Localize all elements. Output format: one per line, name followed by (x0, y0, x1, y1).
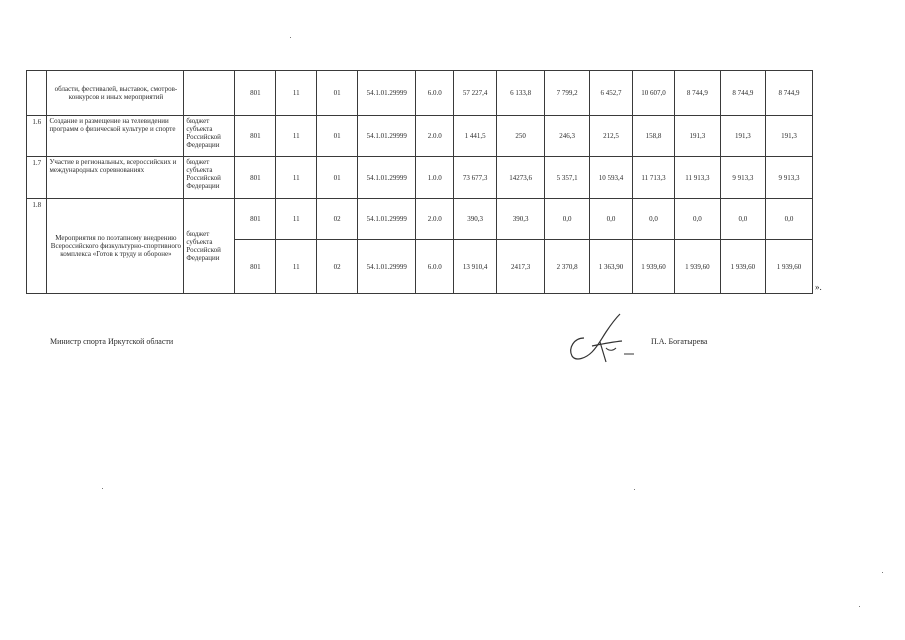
row-name: области, фестивалей, выставок, смотров-конкурсов и иных мероприятий (47, 71, 184, 116)
row-source (184, 71, 235, 116)
cell-rz: 11 (276, 116, 317, 157)
scan-speck (102, 488, 103, 489)
cell-year-2: 2 370,8 (545, 240, 590, 294)
row-name: Создание и размещение на телевидении программ о физической культуре и спорте (47, 116, 184, 157)
row-number: 1.6 (27, 116, 47, 157)
cell-grbs: 801 (235, 199, 276, 240)
cell-grbs: 801 (235, 116, 276, 157)
cell-csr: 54.1.01.29999 (358, 240, 416, 294)
cell-year-6: 8 744,9 (720, 71, 765, 116)
cell-year-6: 0,0 (720, 199, 765, 240)
cell-year-1: 2417,3 (497, 240, 545, 294)
cell-year-5: 8 744,9 (674, 71, 720, 116)
closing-quote: ». (815, 282, 822, 292)
cell-year-4: 0,0 (633, 199, 675, 240)
cell-vr: 6.0.0 (416, 71, 454, 116)
cell-year-5: 191,3 (674, 116, 720, 157)
budget-table (26, 70, 813, 294)
cell-rz: 11 (276, 157, 317, 199)
cell-year-6: 1 939,60 (720, 240, 765, 294)
table-row (27, 71, 813, 116)
row-source: бюджет субъекта Российской Федерации (184, 116, 235, 157)
cell-year-2: 5 357,1 (545, 157, 590, 199)
cell-csr: 54.1.01.29999 (358, 71, 416, 116)
row-number (27, 71, 47, 116)
cell-csr: 54.1.01.29999 (358, 157, 416, 199)
cell-grbs: 801 (235, 240, 276, 294)
row-number: 1.7 (27, 157, 47, 199)
row-source: бюджет субъекта Российской Федерации (184, 199, 235, 294)
table-row (27, 116, 813, 157)
cell-pr: 01 (317, 116, 358, 157)
cell-year-3: 0,0 (590, 199, 633, 240)
cell-year-6: 9 913,3 (720, 157, 765, 199)
cell-year-5: 1 939,60 (674, 240, 720, 294)
cell-pr: 02 (317, 199, 358, 240)
scan-speck (634, 489, 635, 490)
handwritten-signature (562, 308, 642, 368)
cell-total: 1 441,5 (454, 116, 497, 157)
cell-year-1: 6 133,8 (497, 71, 545, 116)
cell-year-2: 0,0 (545, 199, 590, 240)
scan-speck (882, 572, 883, 573)
cell-year-4: 158,8 (633, 116, 675, 157)
cell-vr: 2.0.0 (416, 116, 454, 157)
cell-rz: 11 (276, 71, 317, 116)
cell-grbs: 801 (235, 157, 276, 199)
cell-year-5: 0,0 (674, 199, 720, 240)
cell-year-7: 191,3 (765, 116, 812, 157)
signatory-name: П.А. Богатырева (651, 337, 708, 346)
cell-pr: 02 (317, 240, 358, 294)
table-row (27, 157, 813, 199)
row-number: 1.8 (27, 199, 47, 294)
cell-year-2: 246,3 (545, 116, 590, 157)
table-row (27, 199, 813, 240)
cell-year-3: 1 363,90 (590, 240, 633, 294)
signatory-position: Министр спорта Иркутской области (50, 337, 174, 346)
cell-rz: 11 (276, 240, 317, 294)
cell-total: 57 227,4 (454, 71, 497, 116)
row-name: Мероприятия по поэтапному внедрению Всероссийского физкультурно-спортивного комплекса «Готов к труду и обороне» (47, 199, 184, 294)
cell-year-5: 11 913,3 (674, 157, 720, 199)
cell-year-1: 390,3 (497, 199, 545, 240)
scan-speck (859, 606, 860, 607)
cell-year-7: 1 939,60 (765, 240, 812, 294)
cell-year-1: 14273,6 (497, 157, 545, 199)
scan-speck (290, 37, 291, 38)
cell-csr: 54.1.01.29999 (358, 116, 416, 157)
cell-year-2: 7 799,2 (545, 71, 590, 116)
cell-year-7: 8 744,9 (765, 71, 812, 116)
cell-year-7: 0,0 (765, 199, 812, 240)
cell-vr: 6.0.0 (416, 240, 454, 294)
cell-year-4: 11 713,3 (633, 157, 675, 199)
cell-year-3: 10 593,4 (590, 157, 633, 199)
cell-year-4: 1 939,60 (633, 240, 675, 294)
cell-csr: 54.1.01.29999 (358, 199, 416, 240)
cell-total: 13 910,4 (454, 240, 497, 294)
cell-year-4: 10 607,0 (633, 71, 675, 116)
cell-pr: 01 (317, 71, 358, 116)
cell-year-6: 191,3 (720, 116, 765, 157)
cell-pr: 01 (317, 157, 358, 199)
cell-year-3: 212,5 (590, 116, 633, 157)
row-source: бюджет субъекта Российской Федерации (184, 157, 235, 199)
cell-grbs: 801 (235, 71, 276, 116)
cell-year-1: 250 (497, 116, 545, 157)
cell-total: 73 677,3 (454, 157, 497, 199)
cell-total: 390,3 (454, 199, 497, 240)
cell-rz: 11 (276, 199, 317, 240)
row-name: Участие в региональных, всероссийских и международных соревнованиях (47, 157, 184, 199)
cell-year-3: 6 452,7 (590, 71, 633, 116)
cell-year-7: 9 913,3 (765, 157, 812, 199)
cell-vr: 1.0.0 (416, 157, 454, 199)
cell-vr: 2.0.0 (416, 199, 454, 240)
